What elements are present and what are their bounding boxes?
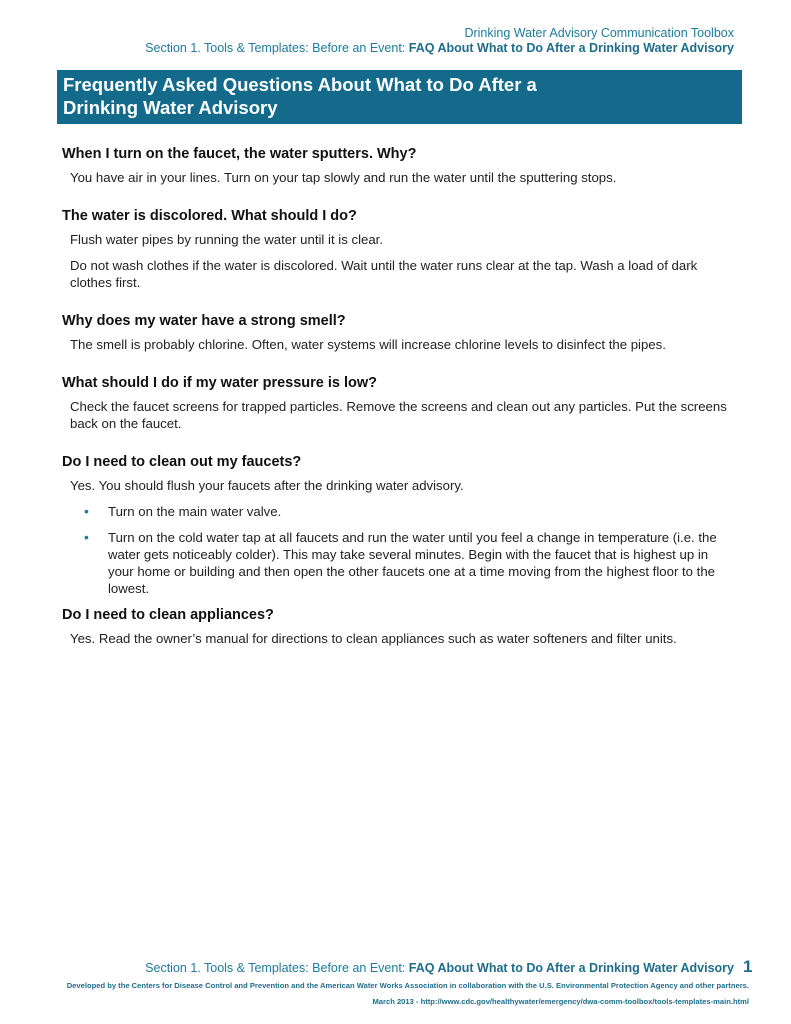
answer-discolored-1: Flush water pipes by running the water until it is clear.: [70, 232, 383, 247]
question-sputter: When I turn on the faucet, the water sputters. Why?: [62, 146, 417, 162]
list-item-text: Turn on the main water valve.: [108, 504, 282, 519]
header-section-prefix: Section 1. Tools & Templates: Before an Event:: [145, 41, 409, 55]
header-section: [145, 41, 734, 56]
faq-content: [62, 145, 732, 656]
footer-section-prefix: Section 1. Tools & Templates: Before an Event:: [145, 961, 409, 975]
question-faucets: Do I need to clean out my faucets?: [62, 454, 302, 470]
answer-sputter: You have air in your lines. Turn on your tap slowly and run the water until the sputtering stops.: [70, 170, 617, 185]
answer-pressure: Check the faucet screens for trapped particles. Remove the screens and clean out any particles. Put the screens back on the faucet.: [70, 399, 727, 431]
answer-discolored-2: Do not wash clothes if the water is discolored. Wait until the water runs clear at the tap. Wash a load of dark clothes first.: [70, 258, 698, 290]
title-line-2: Drinking Water Advisory: [63, 97, 278, 118]
question-smell: Why does my water have a strong smell?: [62, 313, 346, 329]
answer-faucets: Yes. You should flush your faucets after the drinking water advisory.: [70, 478, 464, 493]
list-item: [62, 529, 732, 597]
answer-appliances: Yes. Read the owner’s manual for directions to clean appliances such as water softeners and filter units.: [70, 631, 677, 646]
toolbox-title: Drinking Water Advisory Communication Toolbox: [464, 26, 734, 40]
list-item: [62, 503, 732, 520]
bullet-icon: •: [84, 503, 89, 519]
footer-credits: Developed by the Centers for Disease Control and Prevention and the American Water Works Association in collaboration with the U.S. Environmental Protection Agency and other partners.: [66, 981, 749, 990]
faucet-steps-list: [62, 503, 732, 597]
footer-section: [145, 961, 734, 975]
footer-section-title: FAQ About What to Do After a Drinking Water Advisory: [408, 961, 734, 975]
page-number: 1: [743, 957, 753, 976]
header-section-title: FAQ About What to Do After a Drinking Water Advisory: [408, 41, 734, 55]
question-appliances: Do I need to clean appliances?: [62, 607, 274, 623]
title-line-1: Frequently Asked Questions About What to Do After a: [63, 74, 537, 95]
bullet-icon: •: [84, 529, 89, 545]
title-banner: [57, 70, 742, 124]
list-item-text: Turn on the cold water tap at all faucets and run the water until you feel a change in temperature (i.e. the water gets noticeably colder). This may take several minutes. Begin with the faucet that is highest up in your home or building and then open the other faucets one at a time moving from the highest floor to the lowest.: [108, 530, 717, 596]
question-discolored: The water is discolored. What should I do?: [62, 208, 357, 224]
question-pressure: What should I do if my water pressure is low?: [62, 375, 378, 391]
answer-smell: The smell is probably chlorine. Often, water systems will increase chlorine levels to disinfect the pipes.: [70, 337, 666, 352]
footer-date-url: March 2013 - http://www.cdc.gov/healthywater/emergency/dwa-comm-toolbox/tools-templates-main.html: [372, 997, 749, 1006]
